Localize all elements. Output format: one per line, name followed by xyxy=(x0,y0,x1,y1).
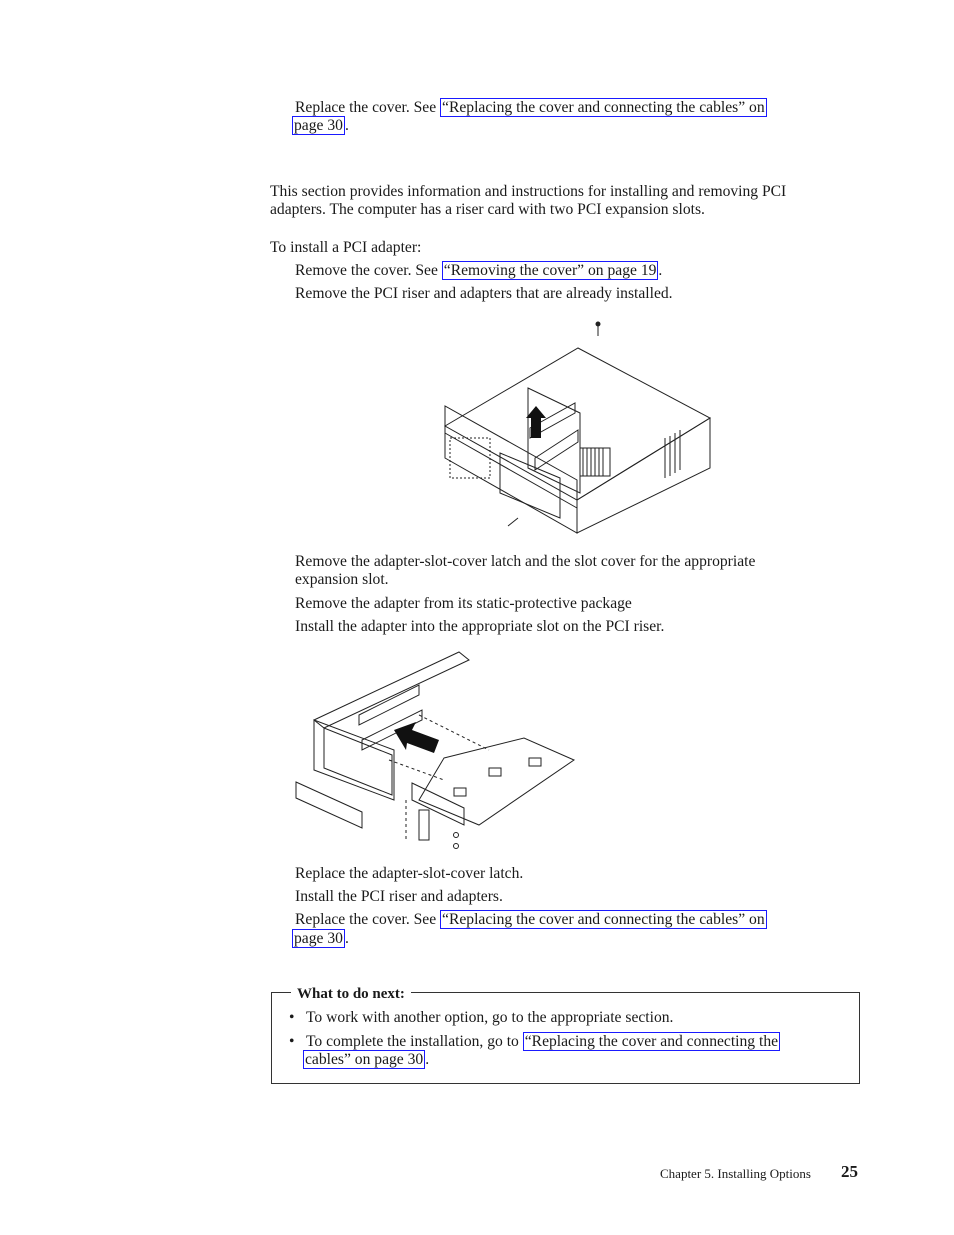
step-suffix: . xyxy=(658,262,663,279)
replace-cover-link[interactable]: “Replacing the cover and connecting the cables” on xyxy=(442,99,765,116)
next-item-2-suffix: . xyxy=(425,1051,430,1068)
replace-cover-link-2-page[interactable]: page 30 xyxy=(294,930,343,947)
step-text: Remove the cover. See xyxy=(295,262,442,279)
bullet-1: • xyxy=(289,1009,295,1026)
step-replace-cover-top-line2 xyxy=(292,117,349,135)
step-replace-cover-bottom-line2 xyxy=(292,930,349,948)
intro-line-1: This section provides information and instructions for installing and removing PCI xyxy=(270,183,787,200)
step-suffix: . xyxy=(344,930,349,947)
intro-line-2: adapters. The computer has a riser card with two PCI expansion slots. xyxy=(270,201,705,218)
step-text: Replace the cover. See xyxy=(295,911,441,928)
computer-chassis-icon xyxy=(440,318,715,543)
replace-cover-link-3[interactable]: “Replacing the cover and connecting the xyxy=(524,1033,779,1050)
step-replace-cover-top xyxy=(295,99,767,117)
pci-adapter-icon xyxy=(294,650,574,855)
step-install-adapter: Install the adapter into the appropriate slot on the PCI riser. xyxy=(295,618,665,635)
step-install-riser: Install the PCI riser and adapters. xyxy=(295,888,503,905)
replace-cover-link-page[interactable]: page 30 xyxy=(294,117,343,134)
install-intro: To install a PCI adapter: xyxy=(270,239,422,256)
step-replace-cover-bottom xyxy=(295,911,767,929)
step-text: Replace the cover. See xyxy=(295,99,441,116)
step-remove-latch-line2: expansion slot. xyxy=(295,571,389,588)
step-suffix: . xyxy=(344,117,349,134)
page-number: 25 xyxy=(841,1162,858,1181)
footer-chapter: Chapter 5. Installing Options xyxy=(660,1166,811,1181)
step-replace-latch: Replace the adapter-slot-cover latch. xyxy=(295,865,524,882)
next-item-2 xyxy=(306,1033,780,1051)
next-item-2-line2 xyxy=(303,1051,429,1069)
next-item-1: To work with another option, go to the appropriate section. xyxy=(306,1009,674,1026)
next-steps-title: What to do next: xyxy=(291,985,411,1003)
replace-cover-link-3-page[interactable]: cables” on page 30 xyxy=(305,1051,424,1068)
step-remove-adapter: Remove the adapter from its static-protective package xyxy=(295,595,632,612)
step-remove-cover xyxy=(295,262,662,280)
bullet-2: • xyxy=(289,1033,295,1050)
replace-cover-link-2[interactable]: “Replacing the cover and connecting the cables” on xyxy=(442,911,765,928)
step-remove-latch-line1: Remove the adapter-slot-cover latch and the slot cover for the appropriate xyxy=(295,553,756,570)
step-remove-riser: Remove the PCI riser and adapters that are already installed. xyxy=(295,285,673,302)
next-item-2-text: To complete the installation, go to xyxy=(306,1033,523,1050)
removing-cover-link[interactable]: “Removing the cover” on page 19 xyxy=(443,262,657,279)
